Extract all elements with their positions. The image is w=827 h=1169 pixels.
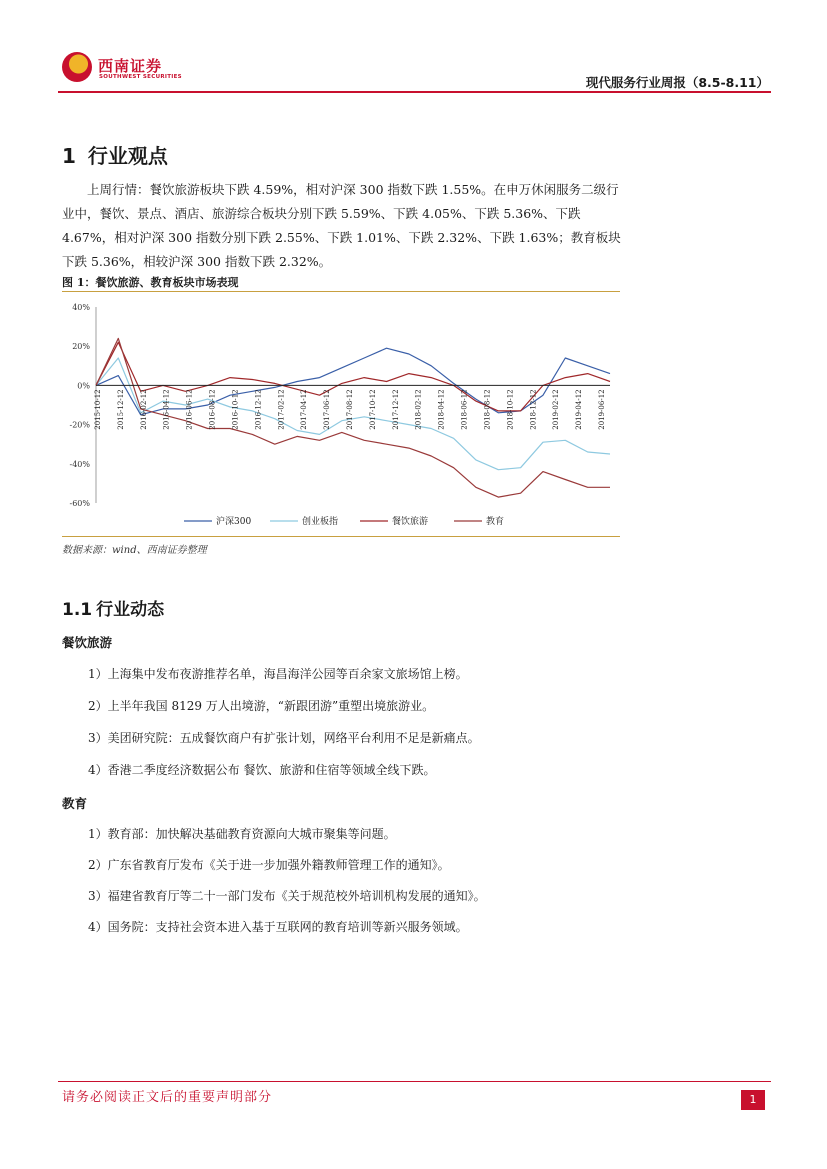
topic-heading-catering-tourism: 餐饮旅游	[62, 635, 113, 650]
news-item: 3）福建省教育厅等二十一部门发布《关于规范校外培训机构发展的通知》。	[88, 889, 486, 903]
x-tick-label: 2015-10-12	[94, 389, 102, 430]
subsection-heading	[62, 595, 164, 620]
x-tick-label: 2016-12-12	[254, 389, 263, 430]
x-tick-label: 2019-04-12	[575, 389, 584, 430]
legend-label: 教育	[486, 517, 505, 527]
news-item: 2）上半年我国 8129 万人出境游，“新跟团游”重塑出境旅游业。	[88, 699, 435, 713]
x-tick-label: 2017-08-12	[346, 389, 354, 430]
page-number: 1	[741, 1090, 765, 1110]
x-tick-label: 2016-06-12	[185, 389, 194, 430]
x-tick-label: 2017-06-12	[323, 389, 332, 430]
market-summary-paragraph: 上周行情：餐饮旅游板块下跌 4.59%，相对沪深 300 指数下跌 1.55%。在申万休闲服务二级行业中，餐饮、景点、酒店、旅游综合板块分别下跌 5.59%、下跌 4.05%、下跌 5.36%、下跌 4.67%，相对沪深 300 指数分别下跌 2.55%、下跌 1.01%、下跌 2.32%、下跌 1.63%；教育板块下跌 5.36%，相较沪深 300 指数下跌 2.32%。	[62, 182, 621, 269]
y-tick-label: 40%	[72, 303, 90, 312]
figure-top-rule	[62, 291, 620, 292]
legend-label: 创业板指	[302, 517, 339, 527]
y-tick-label: 0%	[77, 381, 90, 391]
brand-name-cn: 西南证券	[98, 57, 163, 75]
legend-label: 沪深300	[216, 517, 252, 527]
section-title: 行业观点	[87, 144, 168, 168]
figure-source: 数据来源：wind、西南证券整理	[62, 545, 207, 556]
topic-heading-education: 教育	[62, 796, 88, 811]
y-tick-label: -40%	[69, 459, 90, 469]
x-tick-label: 2018-06-12	[460, 389, 469, 430]
x-tick-label: 2017-10-12	[368, 389, 377, 430]
subsection-title: 行业动态	[96, 600, 165, 620]
x-tick-label: 2019-02-12	[552, 389, 561, 430]
disclaimer-note: 请务必阅读正文后的重要声明部分	[62, 1090, 273, 1105]
x-tick-label: 2017-04-12	[300, 389, 309, 430]
news-item: 2）广东省教育厅发布《关于进一步加强外籍教师管理工作的通知》。	[88, 858, 450, 872]
news-item: 4）国务院：支持社会资本进入基于互联网的教育培训等新兴服务领域。	[88, 920, 468, 934]
news-item: 4）香港二季度经济数据公布 餐饮、旅游和住宿等领域全线下跌。	[88, 763, 436, 777]
x-tick-label: 2016-04-12	[162, 389, 171, 430]
x-tick-label: 2017-12-12	[391, 389, 400, 430]
section-number: 1	[62, 144, 76, 168]
x-tick-label: 2018-08-12	[483, 389, 492, 430]
x-tick-label: 2016-02-12	[139, 389, 148, 430]
subsection-number: 1.1	[62, 600, 93, 620]
x-tick-label: 2016-08-12	[208, 389, 217, 430]
header-divider	[58, 91, 771, 93]
x-tick-label: 2018-02-12	[414, 389, 423, 430]
news-item: 3）美团研究院：五成餐饮商户有扩张计划，网络平台利用不足是新痛点。	[88, 731, 480, 745]
x-tick-label: 2018-10-12	[506, 389, 515, 430]
brand-logo-icon	[62, 52, 92, 82]
x-tick-label: 2018-04-12	[437, 389, 446, 430]
x-tick-label: 2018-12-12	[529, 389, 538, 430]
news-item: 1）上海集中发布夜游推荐名单，海昌海洋公园等百余家文旅场馆上榜。	[88, 667, 468, 681]
brand-name-en: SOUTHWEST SECURITIES	[99, 74, 182, 80]
x-tick-label: 2019-06-12	[598, 389, 606, 430]
legend-label: 餐饮旅游	[392, 517, 429, 527]
news-item: 1）教育部：加快解决基础教育资源向大城市聚集等问题。	[88, 827, 396, 841]
x-tick-label: 2017-02-12	[277, 389, 286, 430]
x-tick-label: 2015-12-12	[116, 389, 125, 430]
y-tick-label: -60%	[69, 499, 90, 508]
y-tick-label: 20%	[72, 342, 90, 352]
figure-bottom-rule	[62, 536, 620, 537]
market-performance-chart	[62, 293, 620, 536]
report-title: 现代服务行业周报（8.5-8.11）	[585, 75, 769, 90]
y-tick-label: -20%	[69, 420, 90, 430]
figure-caption: 图 1：餐饮旅游、教育板块市场表现	[62, 276, 239, 289]
section-heading	[62, 140, 168, 169]
footer-divider	[58, 1081, 771, 1082]
x-tick-label: 2016-10-12	[231, 389, 240, 430]
